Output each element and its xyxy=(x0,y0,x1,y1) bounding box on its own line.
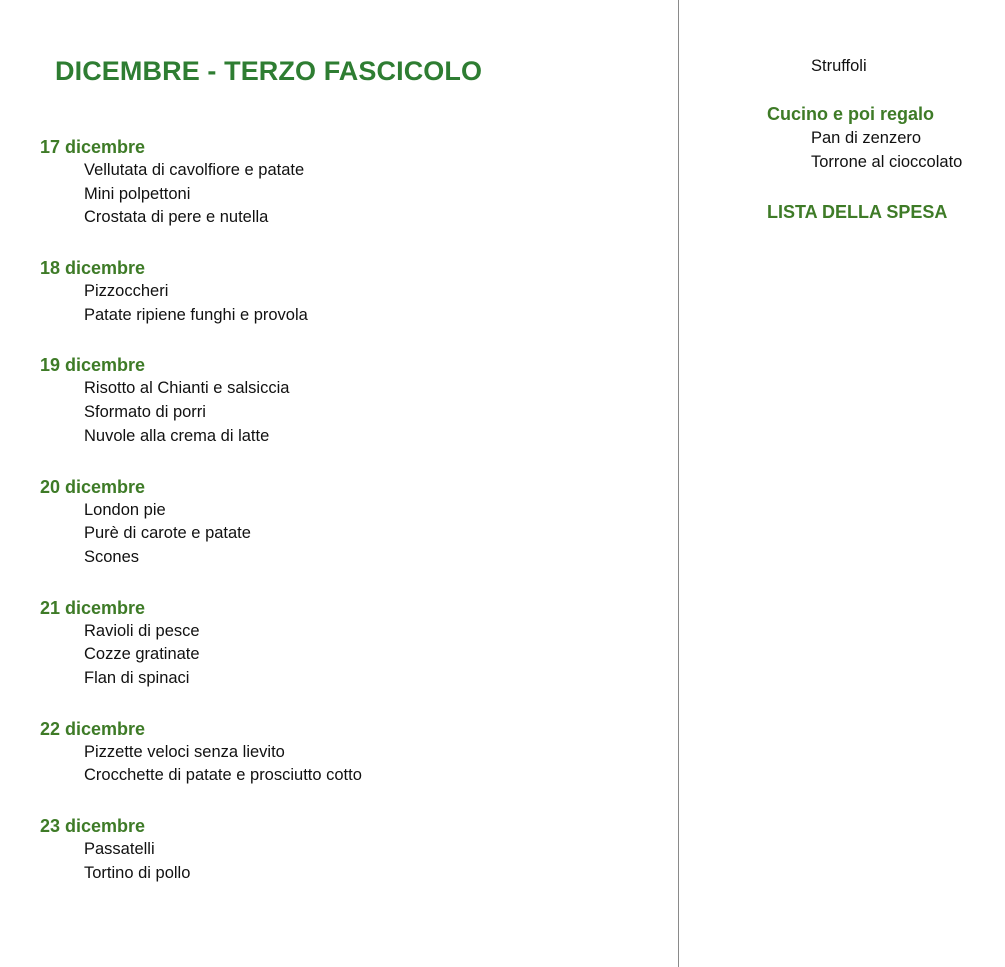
recipe-item: Flan di spinaci xyxy=(84,668,190,687)
recipe-item: Nuvole alla crema di latte xyxy=(84,426,270,445)
gift-section xyxy=(767,102,962,174)
recipe-item: Struffoli xyxy=(811,57,867,75)
gift-section-heading: Cucino e poi regalo xyxy=(767,104,935,124)
recipe-item: Scones xyxy=(84,547,140,566)
recipe-item: Pizzoccheri xyxy=(84,282,169,301)
day-heading: 18 dicembre xyxy=(40,258,146,279)
recipe-item: Sformato di porri xyxy=(84,403,206,422)
day-heading: 22 dicembre xyxy=(40,718,146,739)
day-section-19 xyxy=(40,353,362,448)
day-heading: 21 dicembre xyxy=(40,597,146,618)
shopping-list-heading: LISTA DELLA SPESA xyxy=(767,202,948,222)
recipe-item: Ravioli di pesce xyxy=(84,621,200,640)
day-list xyxy=(40,135,362,885)
day-section-20 xyxy=(40,475,362,570)
recipe-item: Purè di carote e patate xyxy=(84,524,251,543)
day-section-23 xyxy=(40,814,362,885)
shopping-list-section xyxy=(767,200,947,224)
recipe-item: Mini polpettoni xyxy=(84,184,191,203)
page-title: DICEMBRE - TERZO FASCICOLO xyxy=(55,56,483,86)
day-section-18 xyxy=(40,256,362,327)
recipe-item: Crocchette di patate e prosciutto cotto xyxy=(84,766,362,785)
recipe-item: Tortino di pollo xyxy=(84,863,191,882)
day-section-21 xyxy=(40,596,362,691)
day-heading: 17 dicembre xyxy=(40,137,146,157)
recipe-item: Pan di zenzero xyxy=(811,129,922,147)
recipe-item: Crostata di pere e nutella xyxy=(84,208,269,227)
day-heading: 19 dicembre xyxy=(40,355,146,376)
day-heading: 20 dicembre xyxy=(40,476,146,497)
recipe-item: Patate ripiene funghi e provola xyxy=(84,305,308,324)
day-section-17 xyxy=(40,135,362,230)
recipe-item: Risotto al Chianti e salsiccia xyxy=(84,379,290,398)
day-heading: 23 dicembre xyxy=(40,816,146,836)
recipe-item: Pizzette veloci senza lievito xyxy=(84,742,285,761)
recipe-item: London pie xyxy=(84,500,166,519)
column-divider xyxy=(678,0,679,967)
recipe-item: Cozze gratinate xyxy=(84,645,200,664)
recipe-item: Torrone al cioccolato xyxy=(811,153,963,171)
recipe-item: Passatelli xyxy=(84,840,155,858)
continued-recipes xyxy=(767,54,867,78)
recipe-item: Vellutata di cavolfiore e patate xyxy=(84,161,305,179)
day-section-22 xyxy=(40,717,362,788)
